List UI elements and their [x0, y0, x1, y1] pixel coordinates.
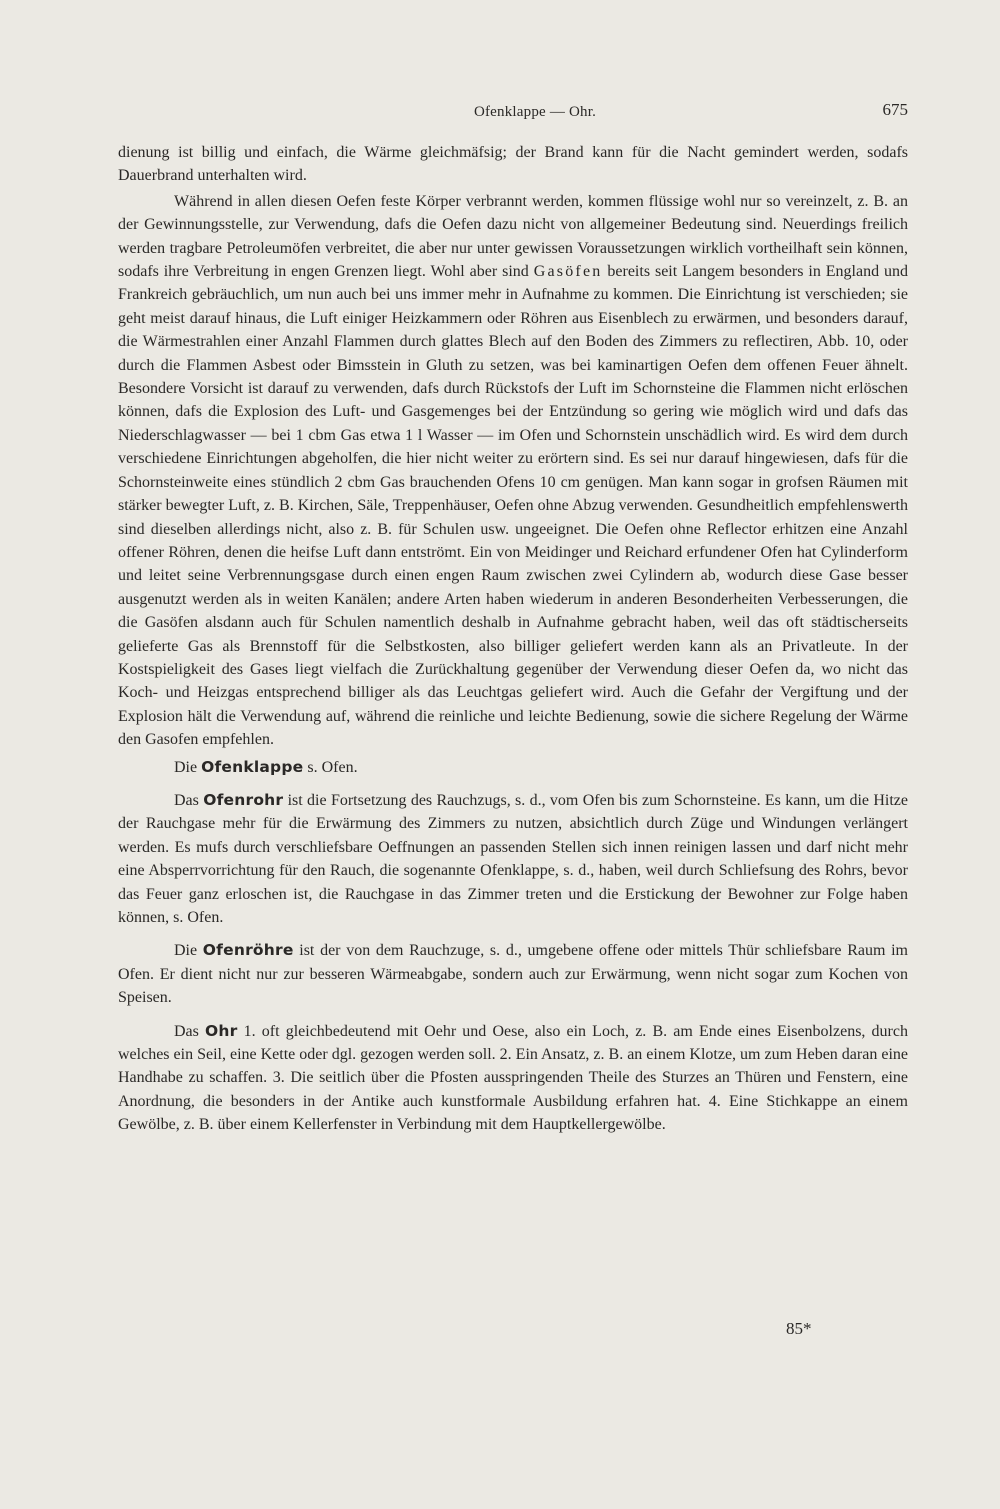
- entry-ofenrohr: [118, 789, 908, 929]
- entry-ofenklappe: [118, 756, 908, 779]
- spaced-term-gasoefen: Gasöfen: [533, 263, 603, 281]
- entry-lead: Das: [174, 791, 204, 809]
- entry-ofenroehre: [118, 939, 908, 1009]
- paragraph-text: bereits seit Langem besonders in England und Frankreich gebräuchlich, um nun auch bei uns immer mehr in Aufnahme zu kommen. Die Einrichtung ist verschieden; sie geht meist darauf hinaus, die Luft einiger Heizkammern oder Röhren aus Eisenblech zu erwärmen, und besonders darauf, die Wärmestrahlen einer Anzahl Flammen durch glattes Blech auf den Boden des Zimmers zu reflectiren, Abb. 10, oder durch die Flammen Asbest oder Bimsstein in Gluth zu setzen, was bei kaminartigen Oefen dem offenen Feuer ähnelt. Besondere Vorsicht ist darauf zu verwenden, dafs durch Rückstofs der Luft im Schornsteine die Flammen nicht erlöschen können, dafs die Explosion des Luft- und Gasgemenges bei der Entzündung so gering wie möglich wird und dafs das Niederschlagwasser — bei 1 cbm Gas etwa 1 l Wasser — im Ofen und Schornstein unschädlich wird. Es wird dem durch verschiedene Einrichtungen abgeholfen, die hier nicht weiter zu erörtern sind. Es sei nur darauf hingewiesen, dafs für die Schornsteinweite eines stündlich 2 cbm Gas brauchenden Ofens 10 cm genügen. Man kann sogar in grofsen Räumen mit stärker bewegter Luft, z. B. Kirchen, Säle, Treppenhäuser, Oefen ohne Abzug verwenden. Gesundheitlich empfehlenswerth sind dieselben allerdings nicht, also z. B. für Schulen usw. ungeeignet. Die Oefen ohne Reflector erhitzen eine Anzahl offener Röhren, denen die heifse Luft dann entströmt. Ein von Meidinger und Reichard erfundener Ofen hat Cylinderform und leitet seine Verbrennungsgase durch einen engen Raum zwischen zwei Cylindern ab, wodurch diese Gase besser ausgenutzt werden als in weiten Kanälen; andere Arten haben wiederum in anderen Besonderheiten Verbesserungen, die die Gasöfen alsdann auch für Schulen namentlich deshalb in Aufnahme gebracht haben, weil das oft städtischerseits gelieferte Gas als Brennstoff für die Selbstkosten, also billiger geliefert werden kann als an Privatleute. In der Kostspieligkeit des Gases liegt vielfach die Zurückhaltung gegenüber der Verwendung dieser Oefen da, wo nicht das Koch- und Heizgas entsprechend billiger als das Leuchtgas geliefert wird. Auch die Gefahr der Vergiftung und der Explosion hält die Verwendung auf, während die reinliche und leichte Bedienung, sowie die sichere Regelung der Wärme den Gasofen empfehlen.: [118, 263, 909, 749]
- entry-body: ist der von dem Rauchzuge, s. d., umgebene offene oder mittels Thür schliefsbare Raum im Ofen. Er dient nicht nur zur besseren Wärmeabgabe, sondern auch zur Erwärmung, wenn nicht sogar zum Kochen von Speisen.: [118, 942, 908, 1007]
- entry-term: Ofenrohr: [203, 790, 284, 809]
- body-text: [118, 141, 908, 1137]
- entry-lead: Das: [174, 1022, 206, 1040]
- entry-term: Ohr: [205, 1021, 238, 1040]
- entry-body: s. Ofen.: [303, 758, 358, 776]
- entry-ohr: [118, 1020, 908, 1137]
- running-head: [118, 100, 908, 128]
- entry-body: ist die Fortsetzung des Rauchzugs, s. d., vom Ofen bis zum Schornsteine. Es kann, um die Hitze der Rauchgase mehr für die Erwärmung des Zimmers zu nutzen, absichtlich durch Züge und Windungen verlängert werden. Es mufs durch verschliefsbare Oeffnungen an passenden Stellen sich innen reinigen lassen und darf nicht mehr eine Absperrvorrichtung für den Rauch, die sogenannte Ofenklappe, s. d., haben, weil durch Schliefsung des Rohrs, bevor das Feuer ganz erloschen ist, die Rauchgase in das Zimmer treten und die Erstickung der Bewohner zur Folge haben können, s. Ofen.: [118, 791, 908, 926]
- paragraph-continuation: [118, 141, 908, 188]
- page-number: 675: [882, 100, 908, 119]
- entry-lead: Die: [174, 942, 203, 960]
- paragraph-text: Während in allen diesen Oefen feste Körper verbrannt werden, kommen flüssige wohl nur so vereinzelt, z. B. an der Gewinnungsstelle, zur Verwendung, dafs die Oefen dazu nicht von allgemeiner Bedeutung sind. Neuerdings freilich werden tragbare Petroleumöfen verbreitet, die aber nur unter gewissen Voraussetzungen wirklich vortheilhaft sein können, sodafs ihre Verbreitung in engen Grenzen liegt. Wohl aber sind: [118, 192, 908, 281]
- entry-body: 1. oft gleichbedeutend mit Oehr und Oese, also ein Loch, z. B. am Ende eines Eisenbolzens, durch welches ein Seil, eine Kette oder dgl. gezogen werden soll. 2. Ein Ansatz, z. B. an einem Klotze, um zum Heben daran eine Handhabe zu schaffen. 3. Die seitlich über die Pfosten ausspringenden Theile des Sturzes an Thüren und Fenstern, eine Anordnung, die besonders in der Antike auch kunstformale Ausbildung erfahren hat. 4. Eine Stichkappe an einem Gewölbe, z. B. über einem Kellerfenster in Verbindung mit dem Hauptkellergewölbe.: [118, 1022, 908, 1134]
- paragraph-text: dienung ist billig und einfach, die Wärme gleichmäfsig; der Brand kann für die Nacht gemindert werden, sodafs Dauerbrand unterhalten wird.: [118, 144, 908, 185]
- signature-mark: 85*: [786, 1319, 812, 1338]
- entry-term: Ofenröhre: [202, 941, 294, 960]
- paragraph-gas-stoves: [118, 190, 908, 752]
- entry-term: Ofenklappe: [201, 757, 304, 776]
- entry-lead: Die: [174, 758, 202, 776]
- running-title: Ofenklappe — Ohr.: [473, 104, 597, 120]
